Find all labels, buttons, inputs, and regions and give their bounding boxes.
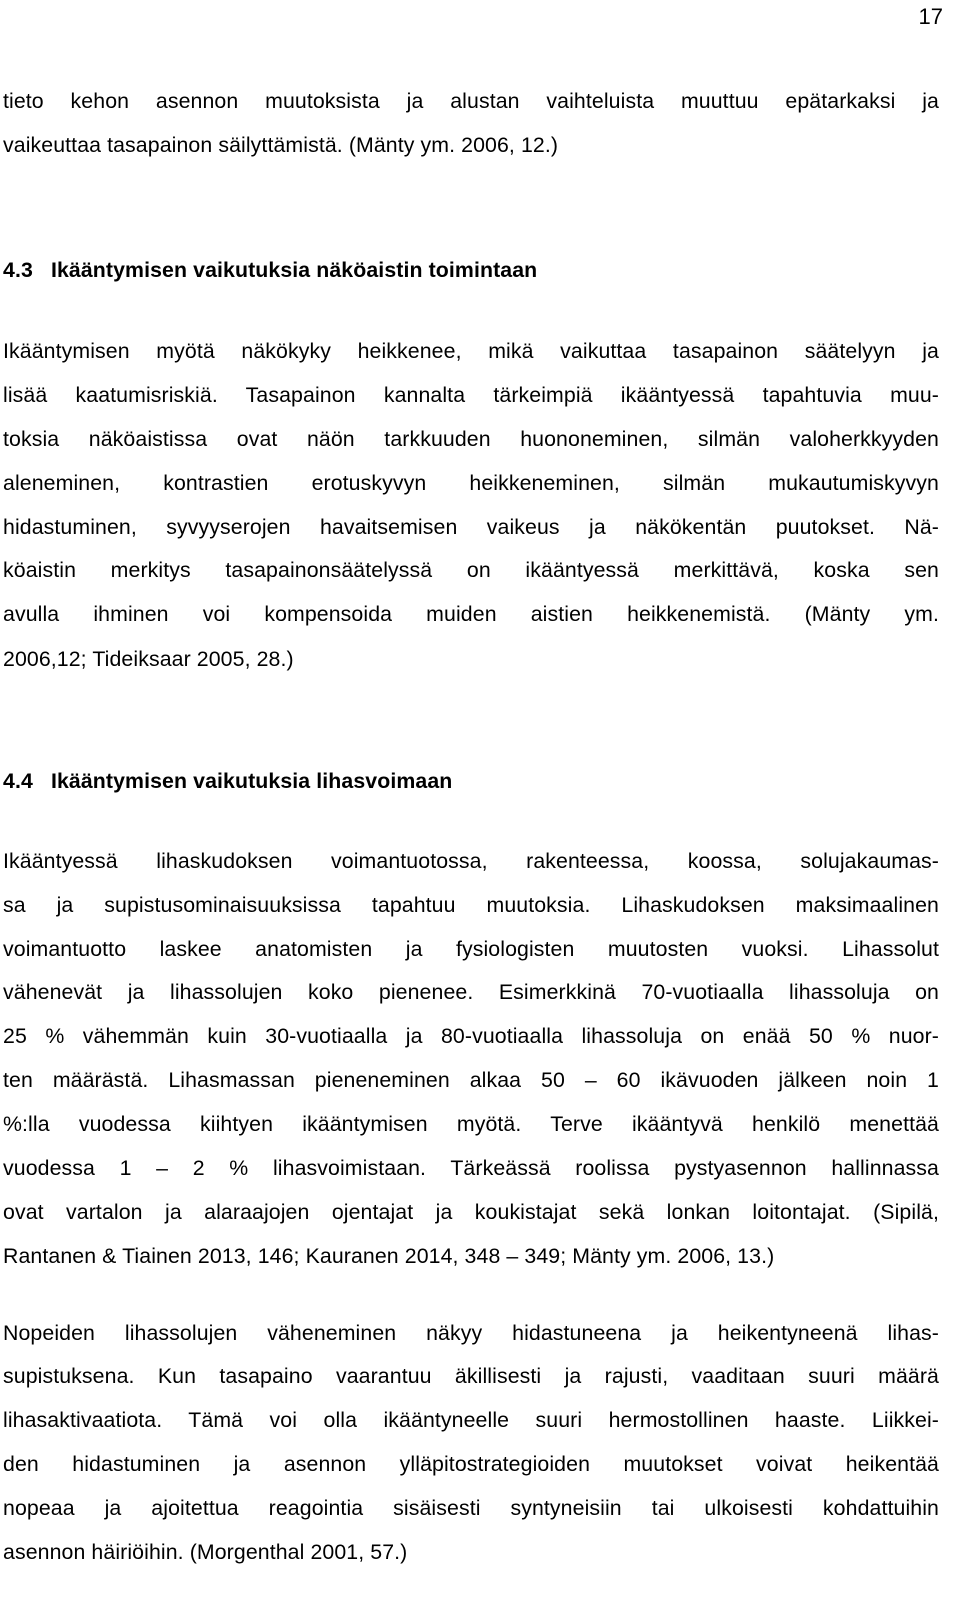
body-line: Ikääntymisen myötä näkökyky heikkenee, mikä vaikuttaa tasapainon säätelyyn ja	[3, 339, 939, 363]
body-line: den hidastuminen ja asennon ylläpitostrategioiden muutokset voivat heikentää	[3, 1452, 939, 1476]
body-line: Ikääntyessä lihaskudoksen voimantuotossa, rakenteessa, koossa, solujakaumas-	[3, 849, 939, 873]
body-line: voimantuotto laskee anatomisten ja fysiologisten muutosten vuoksi. Lihassolut	[3, 937, 939, 961]
body-line: Nopeiden lihassolujen väheneminen näkyy hidastuneena ja heikentyneenä lihas-	[3, 1321, 939, 1345]
page-number: 17	[918, 4, 943, 29]
body-line: %:lla vuodessa kiihtyen ikääntymisen myötä. Terve ikääntyvä henkilö menettää	[3, 1112, 939, 1136]
body-line: tieto kehon asennon muutoksista ja alustan vaihteluista muuttuu epätarkaksi ja	[3, 89, 939, 113]
body-line: vaikeuttaa tasapainon säilyttämistä. (Mänty ym. 2006, 12.)	[3, 133, 559, 157]
body-line: vuodessa 1 – 2 % lihasvoimistaan. Tärkeässä roolissa pystyasennon hallinnassa	[3, 1156, 939, 1180]
body-line: asennon häiriöihin. (Morgenthal 2001, 57.)	[3, 1540, 408, 1564]
body-line: supistuksena. Kun tasapaino vaarantuu äkillisesti ja rajusti, vaaditaan suuri määrä	[3, 1364, 939, 1388]
body-line: Rantanen & Tiainen 2013, 146; Kauranen 2014, 348 – 349; Mänty ym. 2006, 13.)	[3, 1244, 775, 1268]
body-line: hidastuminen, syvyyserojen havaitsemisen vaikeus ja näkökentän puutokset. Nä-	[3, 515, 939, 539]
body-line: nopeaa ja ajoitettua reagointia sisäisesti syntyneisiin tai ulkoisesti kohdattuihin	[3, 1496, 939, 1520]
body-line: 2006,12; Tideiksaar 2005, 28.)	[3, 647, 294, 671]
body-line: 25 % vähemmän kuin 30-vuotiaalla ja 80-vuotiaalla lihassoluja on enää 50 % nuor-	[3, 1024, 939, 1048]
body-line: avulla ihminen voi kompensoida muiden aistien heikkenemistä. (Mänty ym.	[3, 602, 939, 626]
body-line: lisää kaatumisriskiä. Tasapainon kannalta tärkeimpiä ikääntyessä tapahtuvia muu-	[3, 383, 939, 407]
body-line: ten määrästä. Lihasmassan pieneneminen alkaa 50 – 60 ikävuoden jälkeen noin 1	[3, 1068, 939, 1092]
body-line: toksia näköaistissa ovat näön tarkkuuden huononeminen, silmän valoherkkyyden	[3, 427, 939, 451]
body-line: sa ja supistusominaisuuksissa tapahtuu muutoksia. Lihaskudoksen maksimaalinen	[3, 893, 939, 917]
section-heading-4-4: 4.4 Ikääntymisen vaikutuksia lihasvoimaan	[3, 769, 453, 793]
body-line: köaistin merkitys tasapainonsäätelyssä on ikääntyessä merkittävä, koska sen	[3, 558, 939, 582]
body-line: lihasaktivaatiota. Tämä voi olla ikääntyneelle suuri hermostollinen haaste. Liikkei-	[3, 1408, 939, 1432]
body-line: vähenevät ja lihassolujen koko pienenee. Esimerkkinä 70-vuotiaalla lihassoluja on	[3, 980, 939, 1004]
body-line: aleneminen, kontrastien erotuskyvyn heikkeneminen, silmän mukautumiskyvyn	[3, 471, 939, 495]
body-line: ovat vartalon ja alaraajojen ojentajat ja koukistajat sekä lonkan loitontajat. (Sipilä,	[3, 1200, 939, 1224]
section-heading-4-3: 4.3 Ikääntymisen vaikutuksia näköaistin toimintaan	[3, 258, 538, 282]
